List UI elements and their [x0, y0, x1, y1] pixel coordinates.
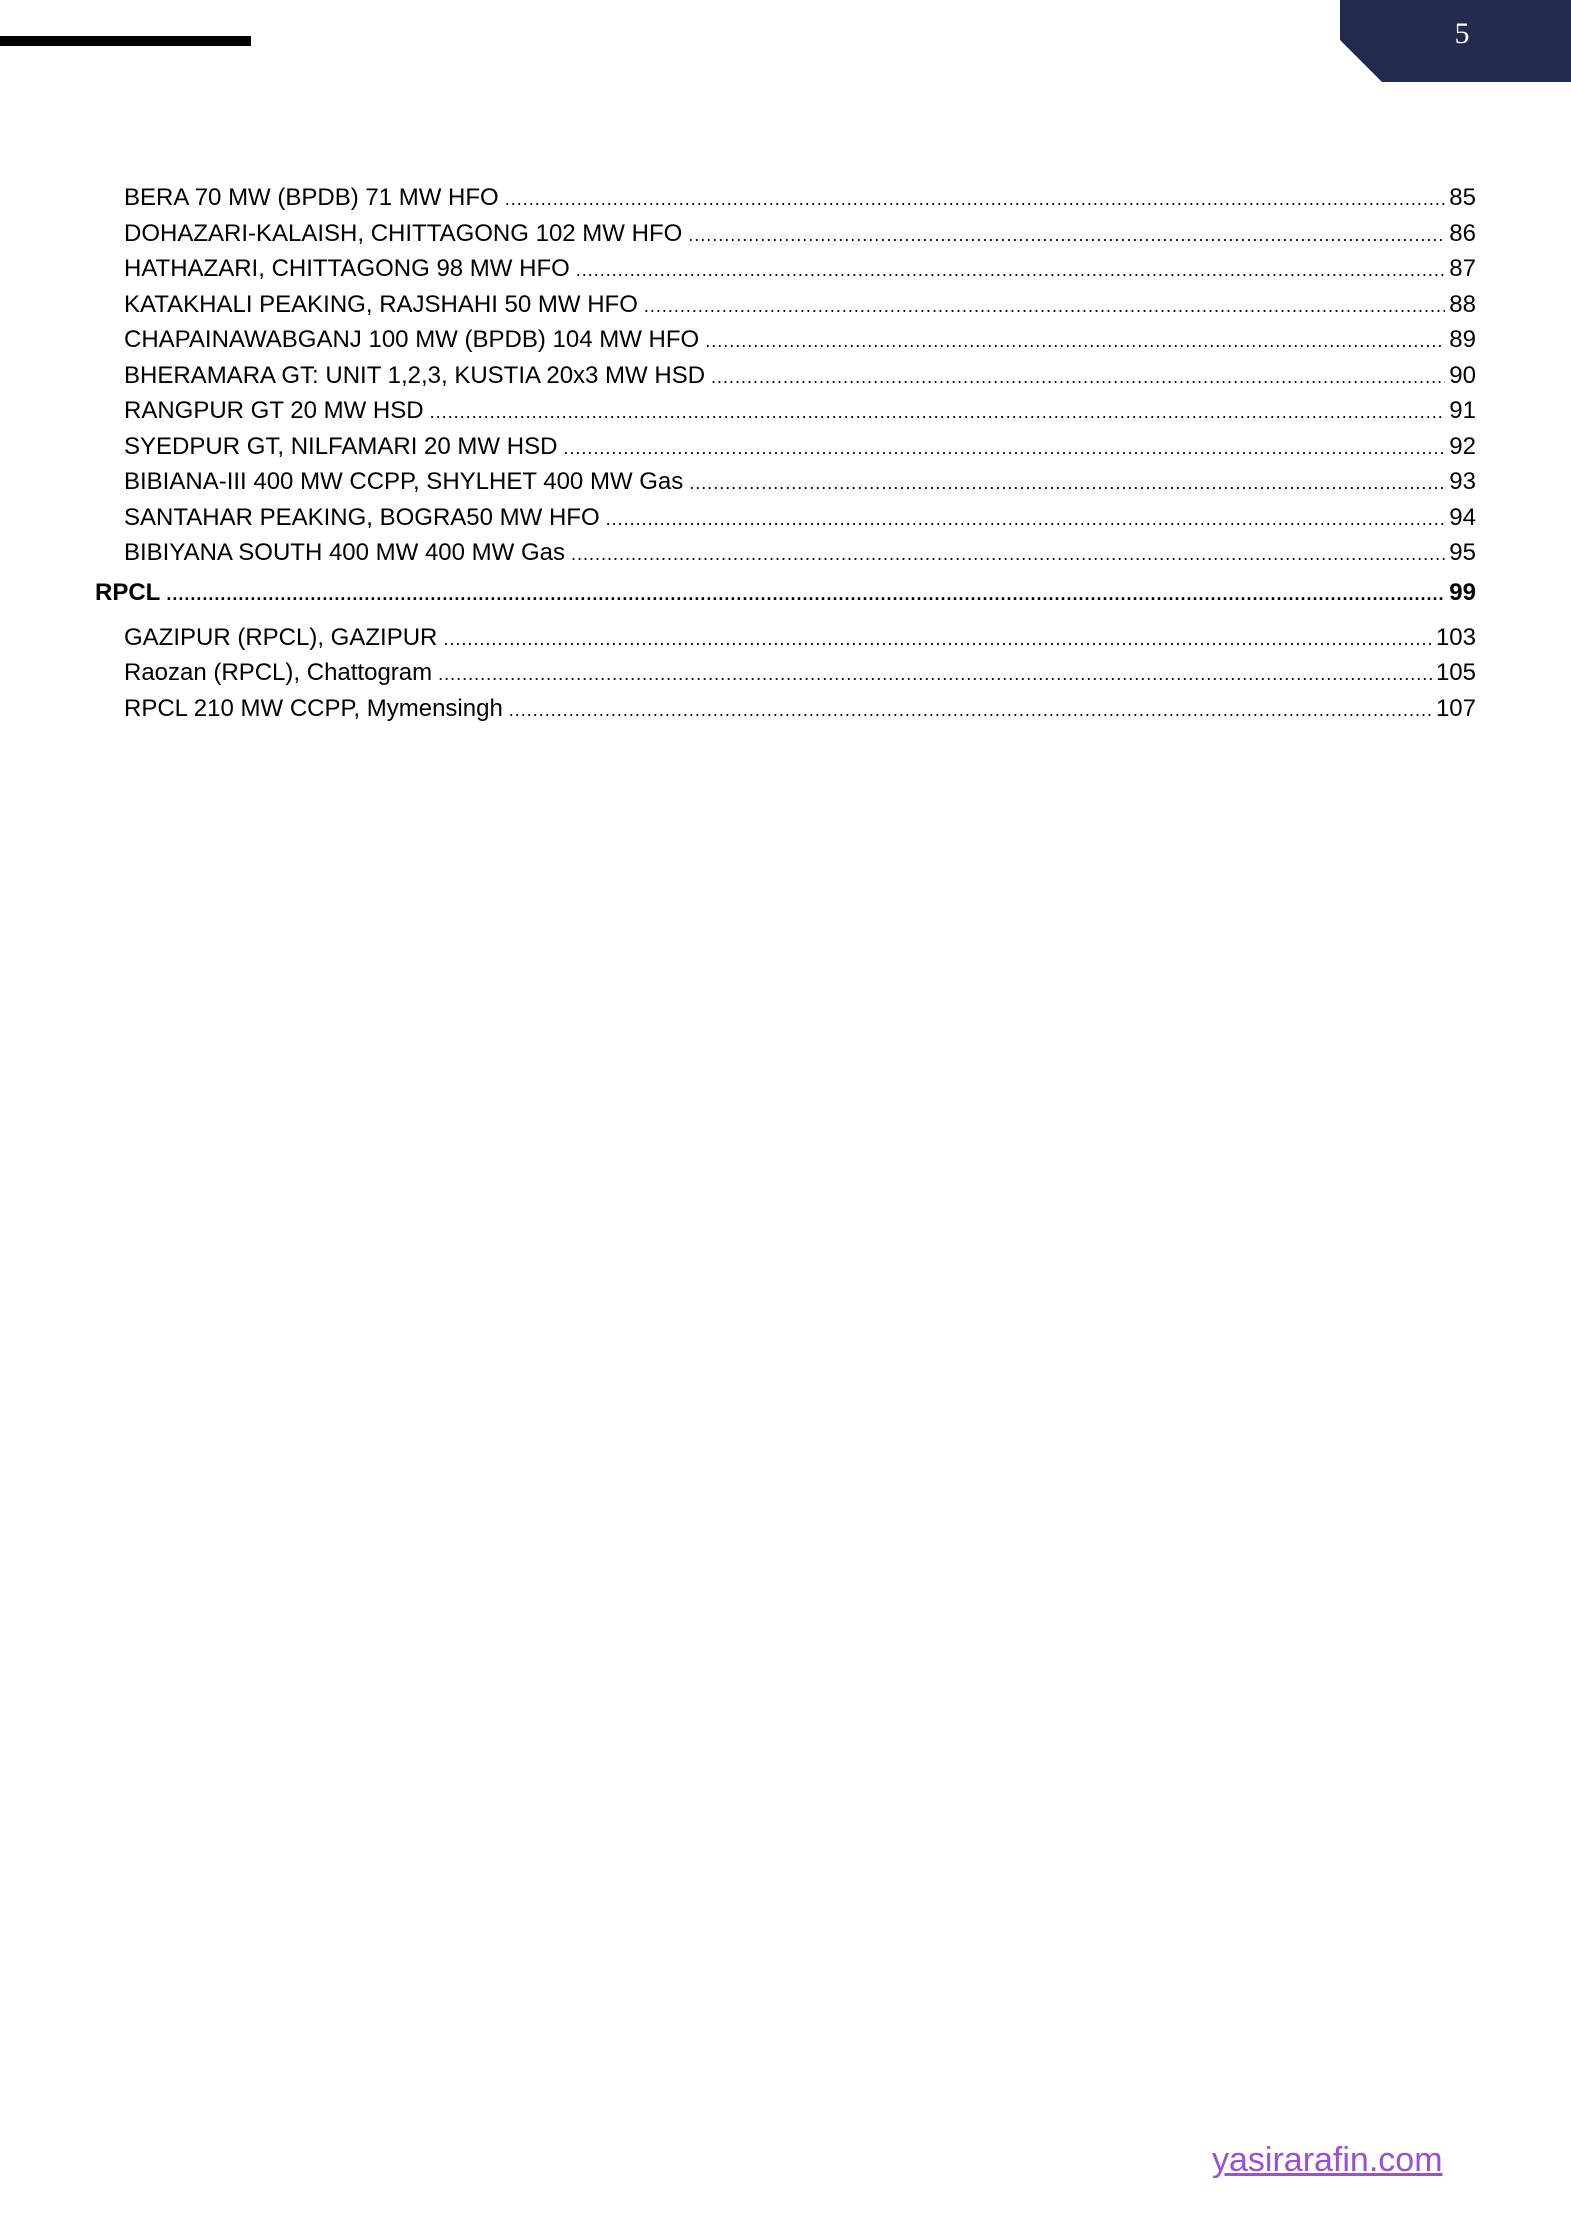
footer-website-link[interactable]: yasirarafin.com [1212, 2141, 1443, 2179]
toc-entry-title: SYEDPUR GT, NILFAMARI 20 MW HSD [124, 432, 558, 460]
toc-section-title: RPCL [95, 578, 161, 606]
toc-entry-chapainawabganj[interactable] [95, 322, 1476, 358]
toc-entry-page: 89 [1449, 326, 1476, 353]
toc-entry-bibiana-iii[interactable] [95, 464, 1476, 500]
toc-dot-leader [576, 253, 1446, 289]
toc-entry-title: HATHAZARI, CHITTAGONG 98 MW HFO [124, 255, 570, 282]
toc-entry-bibiyana-south[interactable] [95, 535, 1476, 571]
toc-entry-rangpur[interactable] [95, 393, 1476, 429]
toc-entry-page: 92 [1449, 432, 1476, 460]
toc-entry-title: KATAKHALI PEAKING, RAJSHAHI 50 MW HFO [124, 290, 638, 318]
toc-entry-title: BIBIANA-III 400 MW CCPP, SHYLHET 400 MW Gas [124, 468, 684, 495]
toc-entry-page: 90 [1449, 361, 1476, 389]
toc-entry-page: 105 [1435, 659, 1476, 686]
page-number: 5 [1454, 17, 1470, 50]
toc-dot-leader [705, 324, 1445, 360]
toc-entry-title: BHERAMARA GT: UNIT 1,2,3, KUSTIA 20x3 MW HSD [124, 361, 706, 389]
toc-entry-hathazari[interactable] [95, 251, 1476, 287]
table-of-contents [95, 180, 1476, 726]
toc-entry-raozan[interactable] [95, 655, 1476, 691]
toc-entry-gazipur[interactable] [95, 620, 1476, 656]
toc-entry-syedpur[interactable] [95, 429, 1476, 465]
toc-entry-page: 94 [1449, 503, 1476, 531]
toc-entry-page: 93 [1449, 468, 1476, 495]
toc-dot-leader [688, 218, 1445, 254]
toc-dot-leader [563, 431, 1445, 467]
toc-entry-title: CHAPAINAWABGANJ 100 MW (BPDB) 104 MW HFO [124, 326, 700, 353]
toc-entry-katakhali[interactable] [95, 287, 1476, 323]
toc-entry-bheramara[interactable] [95, 358, 1476, 394]
toc-entry-title: SANTAHAR PEAKING, BOGRA50 MW HFO [124, 503, 600, 531]
toc-dot-leader [438, 657, 1432, 693]
toc-dot-leader [571, 537, 1445, 573]
toc-entry-page: 107 [1435, 694, 1476, 722]
toc-entry-dohazari[interactable] [95, 216, 1476, 252]
toc-dot-leader [606, 502, 1446, 538]
toc-dot-leader [689, 466, 1445, 502]
toc-entry-title: Raozan (RPCL), Chattogram [124, 659, 433, 686]
toc-dot-leader [166, 577, 1445, 613]
toc-entry-rpcl-mymensingh[interactable] [95, 691, 1476, 727]
toc-entry-page: 103 [1435, 623, 1476, 651]
toc-entry-title: GAZIPUR (RPCL), GAZIPUR [124, 623, 438, 651]
toc-entry-page: 88 [1449, 290, 1476, 318]
toc-section-rpcl[interactable] [95, 575, 1476, 611]
toc-entry-title: BIBIYANA SOUTH 400 MW 400 MW Gas [124, 539, 565, 566]
toc-dot-leader [509, 693, 1432, 729]
toc-dot-leader [644, 289, 1445, 325]
toc-entry-page: 91 [1449, 397, 1476, 424]
header-rule [0, 36, 251, 46]
toc-entry-page: 85 [1449, 184, 1476, 211]
toc-entry-title: DOHAZARI-KALAISH, CHITTAGONG 102 MW HFO [124, 219, 683, 247]
toc-entry-title: BERA 70 MW (BPDB) 71 MW HFO [124, 184, 499, 211]
toc-dot-leader [443, 622, 1432, 658]
toc-entry-bera[interactable] [95, 180, 1476, 216]
toc-entry-page: 95 [1449, 539, 1476, 566]
toc-entry-page: 86 [1449, 219, 1476, 247]
toc-entry-santahar[interactable] [95, 500, 1476, 536]
toc-entry-page: 87 [1449, 255, 1476, 282]
toc-dot-leader [430, 395, 1446, 431]
toc-entry-title: RANGPUR GT 20 MW HSD [124, 397, 424, 424]
toc-dot-leader [505, 182, 1446, 218]
toc-section-page: 99 [1449, 578, 1476, 606]
toc-entry-title: RPCL 210 MW CCPP, Mymensingh [124, 694, 503, 722]
toc-dot-leader [711, 360, 1445, 396]
